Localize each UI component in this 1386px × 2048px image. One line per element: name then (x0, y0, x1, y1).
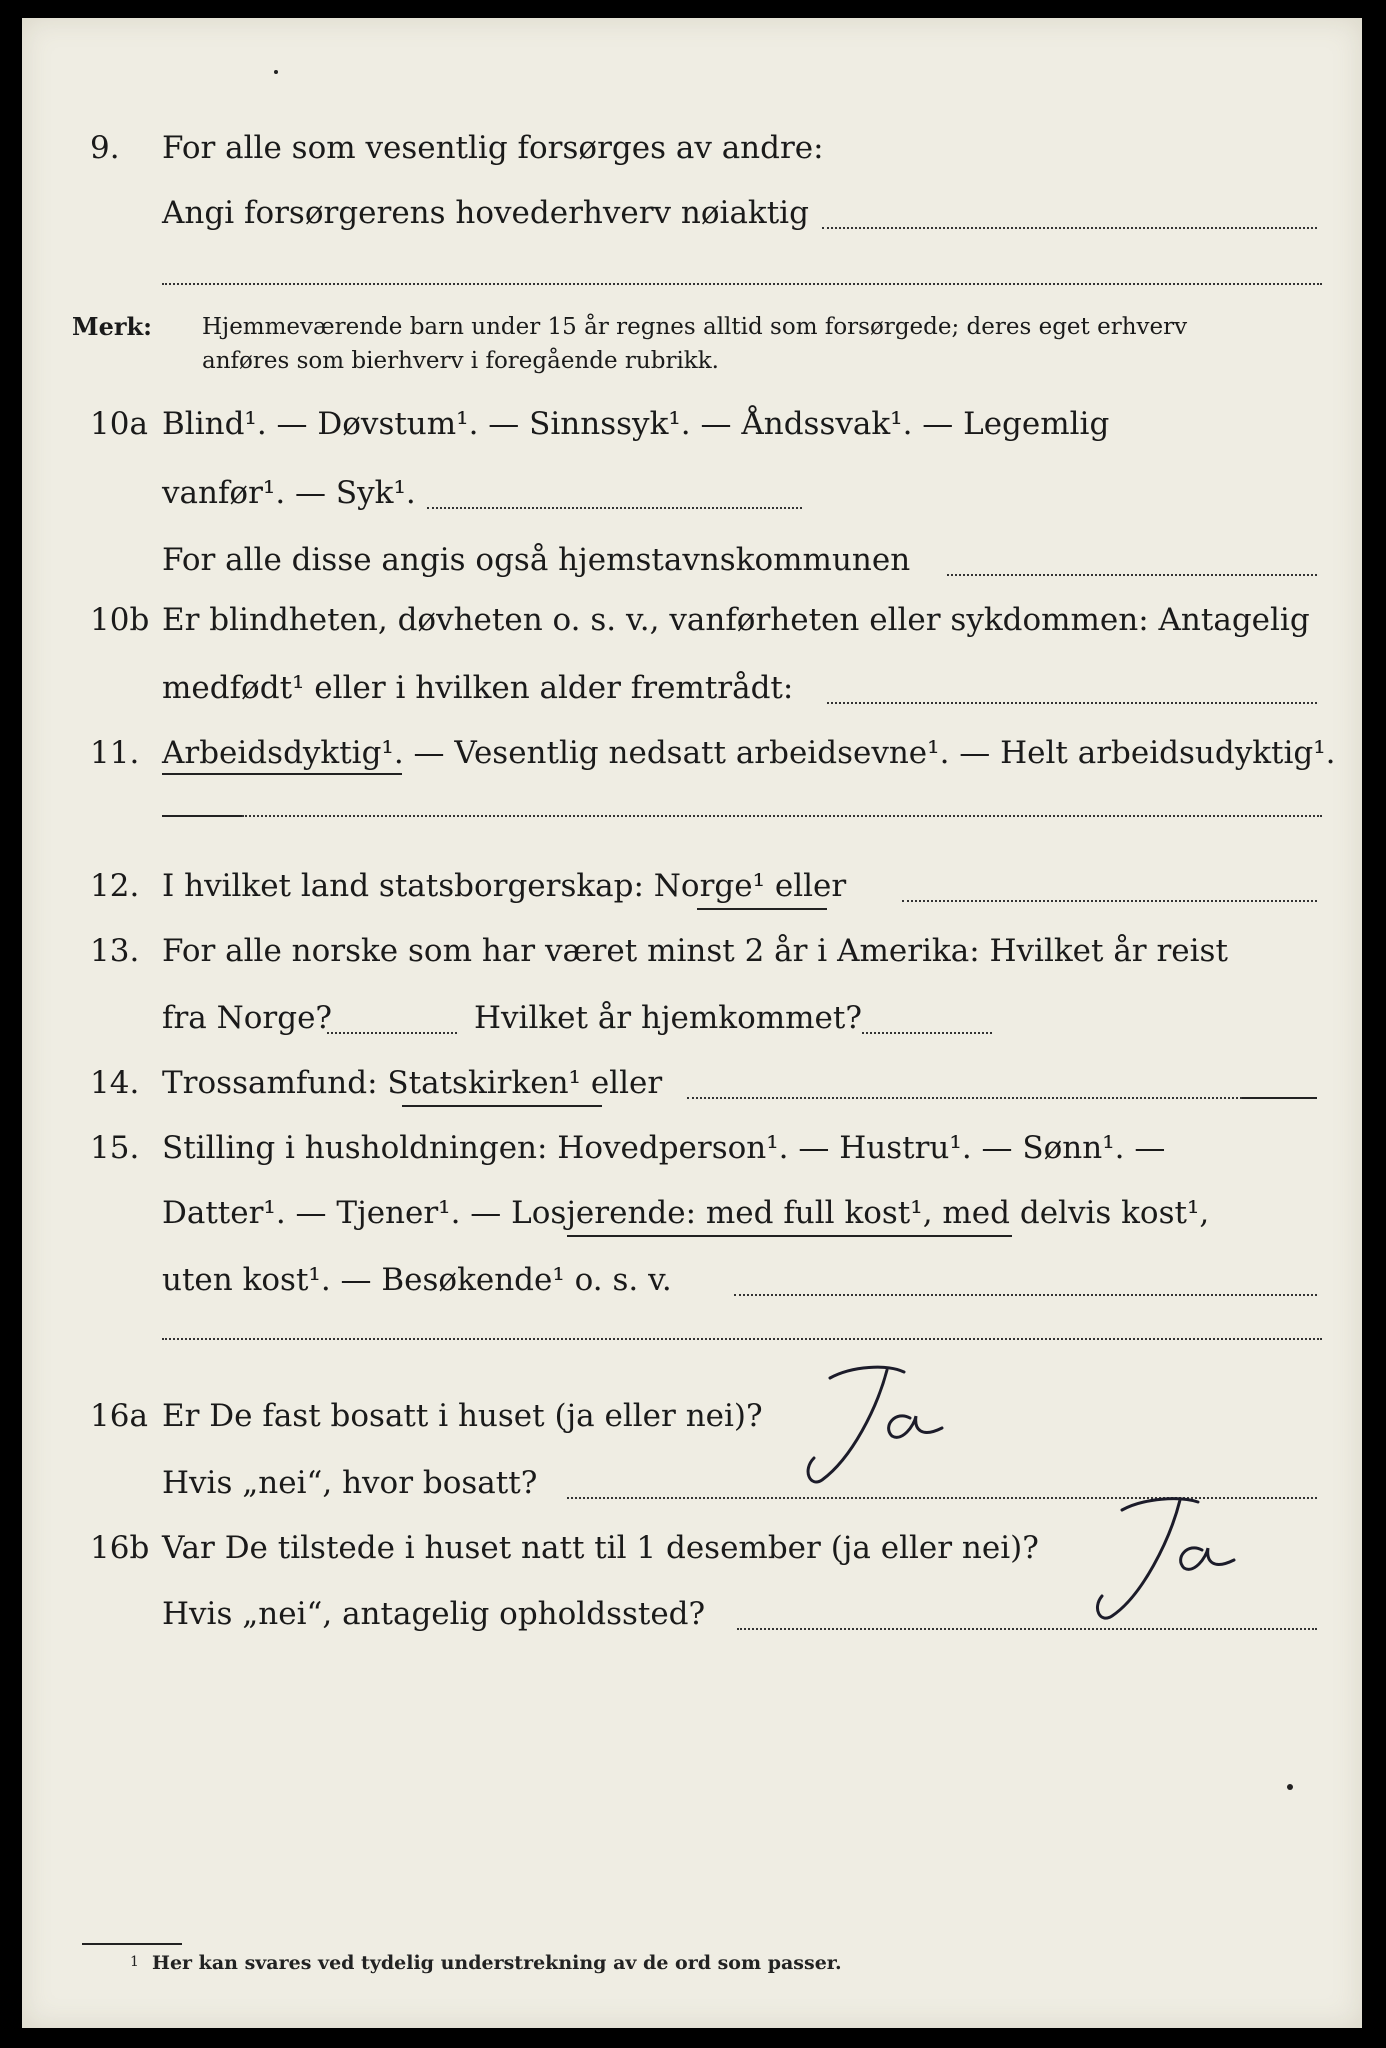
question-9-line-2 (22, 183, 1362, 243)
answer-line (427, 507, 802, 509)
question-13-line-2 (22, 988, 1362, 1048)
separator-line (242, 815, 1322, 817)
question-text: For alle som vesentlig forsørges av andre: (162, 130, 824, 166)
question-text: I hvilket land statsborgerskap: Norge¹ eller (162, 868, 847, 904)
question-text: Trossamfund: Statskirken¹ eller (162, 1065, 663, 1101)
question-text: Er De fast bosatt i huset (ja eller nei)? (162, 1398, 763, 1434)
handwritten-answer-ja (792, 1358, 972, 1498)
question-number: 15. (90, 1130, 140, 1166)
note-text: Hjemmeværende barn under 15 år regnes alltid som forsørgede; deres eget erhverv (202, 314, 1188, 340)
question-12 (22, 856, 1362, 916)
question-text: Datter¹. — Tjener¹. — Losjerende: med full kost¹, med delvis kost¹, (162, 1195, 1210, 1231)
answer-line (827, 702, 1317, 704)
question-number: 12. (90, 868, 140, 904)
question-10b (22, 590, 1362, 650)
footnote-mark: 1 (130, 1954, 139, 1970)
question-text: Arbeidsdyktig¹. — Vesentlig nedsatt arbeidsevne¹. — Helt arbeidsudyktig¹. (162, 735, 1336, 771)
answer-line (902, 900, 1317, 902)
question-10a (22, 394, 1362, 454)
underline-mark (697, 908, 827, 910)
separator-line (162, 815, 242, 817)
question-13 (22, 921, 1362, 981)
question-text: fra Norge? (162, 1000, 333, 1036)
note-text: anføres som bierhverv i foregående rubrikk. (202, 348, 719, 374)
question-text: Hvilket år hjemkommet? (474, 1000, 862, 1036)
underline-mark (402, 1105, 602, 1107)
question-number: 16a (90, 1398, 148, 1434)
question-text: Angi forsørgerens hovederhverv nøiaktig (162, 195, 809, 231)
question-number: 14. (90, 1065, 140, 1101)
question-number: 16b (90, 1530, 150, 1566)
question-10a-line-2 (22, 463, 1362, 523)
footnote-text: Her kan svares ved tydelig understrekning av de ord som passer. (152, 1952, 842, 1974)
handwritten-answer-ja (1072, 1488, 1272, 1638)
question-text: For alle disse angis også hjemstavnskommunen (162, 542, 911, 578)
question-14 (22, 1053, 1362, 1113)
question-text: Hvis „nei“, antagelig opholdssted? (162, 1596, 706, 1632)
question-10b-line-2 (22, 658, 1362, 718)
question-10a-line-3 (22, 530, 1362, 590)
footnote-rule (82, 1943, 182, 1945)
question-9 (22, 118, 1362, 178)
question-11 (22, 723, 1362, 783)
speck (274, 70, 278, 74)
separator-line (162, 1338, 1322, 1340)
underline-mark (162, 773, 402, 775)
speck (1287, 1784, 1293, 1790)
question-15 (22, 1118, 1362, 1178)
question-16a (22, 1386, 1362, 1446)
question-number: 13. (90, 933, 140, 969)
question-text: uten kost¹. — Besøkende¹ o. s. v. (162, 1262, 672, 1298)
question-number: 9. (90, 130, 120, 166)
separator-line (162, 283, 1322, 285)
underline-mark (567, 1235, 1012, 1237)
question-text: Blind¹. — Døvstum¹. — Sinnssyk¹. — Åndssvak¹. — Legemlig (162, 406, 1110, 442)
question-15-line-2 (22, 1183, 1362, 1243)
question-text: medfødt¹ eller i hvilken alder fremtrådt: (162, 670, 794, 706)
question-text: Stilling i husholdningen: Hovedperson¹. — Hustru¹. — Sønn¹. — (162, 1130, 1166, 1166)
question-number: 10b (90, 602, 150, 638)
answer-line (1242, 1097, 1317, 1099)
question-15-line-3 (22, 1250, 1362, 1310)
answer-line (947, 574, 1317, 576)
answer-line (734, 1294, 1317, 1296)
question-text: Er blindheten, døvheten o. s. v., vanførheten eller sykdommen: Antagelig (162, 602, 1310, 638)
question-text: Var De tilstede i huset natt til 1 desember (ja eller nei)? (162, 1530, 1039, 1566)
question-text: For alle norske som har været minst 2 år i Amerika: Hvilket år reist (162, 933, 1228, 969)
question-text: Hvis „nei“, hvor bosatt? (162, 1465, 538, 1501)
census-form-page (22, 18, 1362, 2028)
question-number: 11. (90, 735, 140, 771)
answer-line (327, 1032, 457, 1034)
answer-line (822, 227, 1317, 229)
question-number: 10a (90, 406, 148, 442)
answer-line (862, 1032, 992, 1034)
answer-line (687, 1097, 1242, 1099)
note-block (22, 306, 1362, 386)
question-text: vanfør¹. — Syk¹. (162, 475, 416, 511)
note-label: Merk: (72, 312, 152, 341)
